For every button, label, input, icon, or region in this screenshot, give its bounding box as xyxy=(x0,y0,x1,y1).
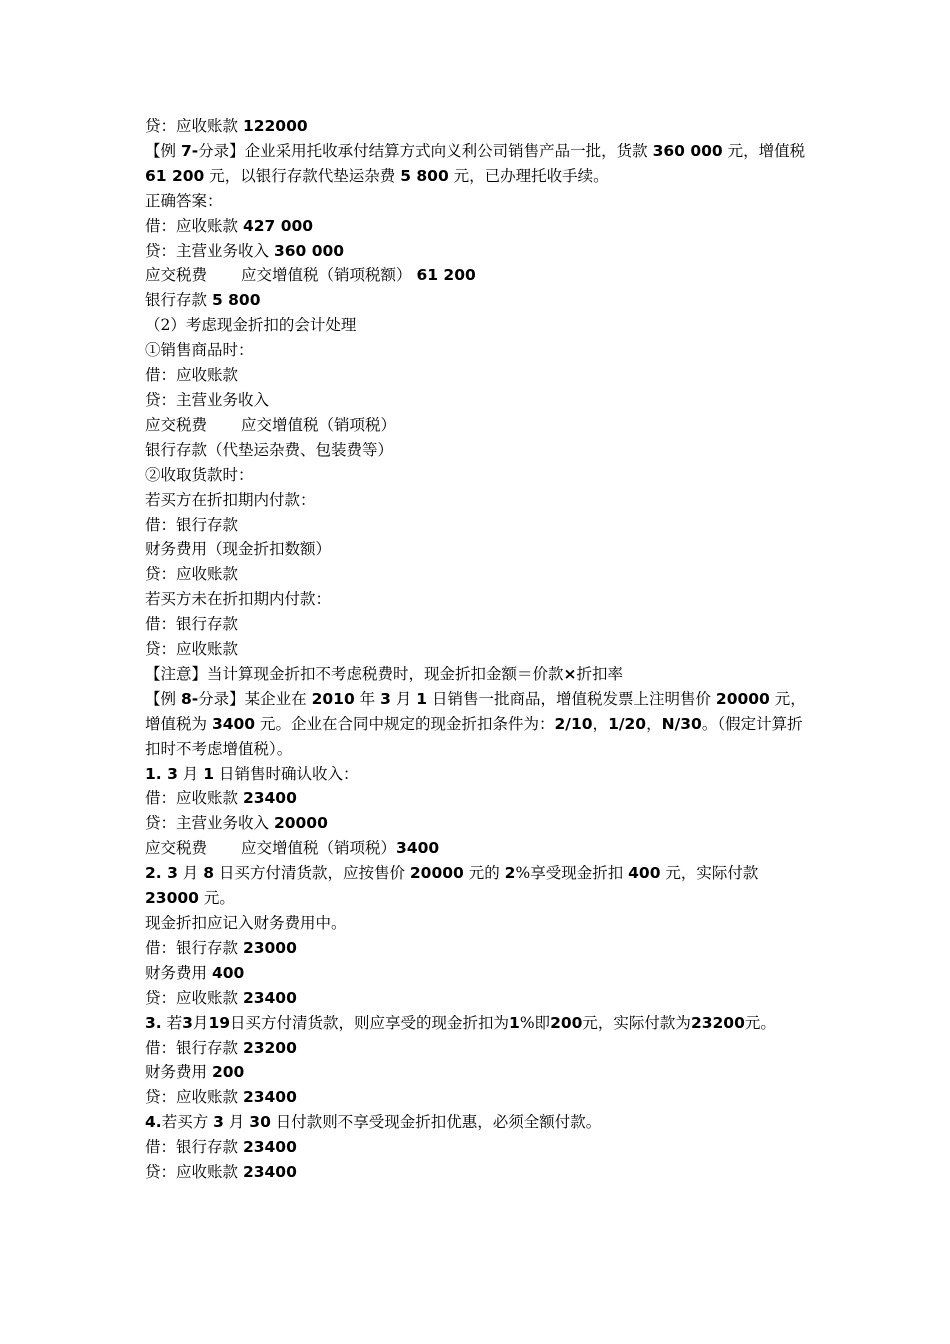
text-run: 若 xyxy=(161,1013,183,1032)
text-run: 月 xyxy=(177,764,204,783)
bold-value: 5 800 xyxy=(211,291,261,310)
text-run: ， xyxy=(592,714,609,733)
text-line xyxy=(145,438,810,463)
bold-value: 400 xyxy=(211,963,245,982)
bold-value: 360 000 xyxy=(273,241,345,260)
text-line xyxy=(145,911,810,936)
text-line xyxy=(145,139,810,189)
text-run: 借：银行存款 xyxy=(145,615,239,634)
text-run: 贷：应收账款 xyxy=(145,565,239,584)
text-line xyxy=(145,1011,810,1036)
bold-value: × xyxy=(563,664,577,683)
text-run: 贷：应收账款 xyxy=(145,1088,243,1107)
text-run: 若买方 xyxy=(161,1113,214,1132)
text-line xyxy=(145,587,810,612)
text-run: 借：银行存款 xyxy=(145,515,239,534)
text-line xyxy=(145,537,810,562)
text-run: 正确答案： xyxy=(145,191,223,210)
text-line xyxy=(145,786,810,811)
text-line xyxy=(145,986,810,1011)
text-run: 。（假定计算折扣时不考虑增值税）。 xyxy=(145,714,803,758)
text-line xyxy=(145,239,810,264)
bold-value: 1 xyxy=(416,689,428,708)
text-line xyxy=(145,1110,810,1135)
text-line xyxy=(145,936,810,961)
text-line xyxy=(145,363,810,388)
text-run: 借：应收账款 xyxy=(145,789,243,808)
text-run: 分录】某企业在 xyxy=(198,689,312,708)
text-line xyxy=(145,1160,810,1185)
bold-value: 5 800 xyxy=(400,166,449,185)
text-line xyxy=(145,288,810,313)
text-run: 元。 xyxy=(198,889,235,908)
text-line xyxy=(145,388,810,413)
bold-value: 20000 xyxy=(273,814,328,833)
bold-value: 4. xyxy=(145,1113,162,1132)
text-run: 若买方在折扣期内付款： xyxy=(145,490,316,509)
text-line xyxy=(145,1085,810,1110)
text-run: 银行存款 xyxy=(145,291,212,310)
bold-value: 23400 xyxy=(242,1138,297,1157)
bold-value: 2. 3 xyxy=(145,864,178,883)
text-run: 月 xyxy=(177,864,204,883)
text-run: 元。 xyxy=(744,1013,776,1032)
bold-value: 19 xyxy=(208,1013,231,1032)
text-run: 财务费用 xyxy=(145,1063,212,1082)
text-run: （2）考虑现金折扣的会计处理 xyxy=(145,316,357,335)
bold-value: 200 xyxy=(211,1063,245,1082)
text-line xyxy=(145,488,810,513)
text-line xyxy=(145,961,810,986)
bold-value: 3. xyxy=(145,1013,162,1032)
bold-value: 1/20 xyxy=(608,714,647,733)
bold-value: 427 000 xyxy=(242,216,314,235)
text-line xyxy=(145,413,810,438)
text-run: 折扣率 xyxy=(576,664,624,683)
text-line xyxy=(145,1036,810,1061)
text-run: %即 xyxy=(519,1013,551,1032)
text-run: 借：应收账款 xyxy=(145,366,239,385)
text-line xyxy=(145,1135,810,1160)
bold-value: 20000 xyxy=(715,689,770,708)
text-line xyxy=(145,263,810,288)
bold-value: 2/10 xyxy=(554,714,593,733)
text-run: 日销售一批商品，增值税发票上注明售价 xyxy=(427,689,716,708)
bold-value: 3400 xyxy=(211,714,256,733)
text-line xyxy=(145,313,810,338)
text-run: 【注意】当计算现金折扣不考虑税费时，现金折扣金额＝价款 xyxy=(145,664,564,683)
text-line xyxy=(145,1060,810,1085)
bold-value: 3 xyxy=(213,1113,224,1132)
text-run: 元，已办理托收手续。 xyxy=(448,166,609,185)
text-run: 【例 xyxy=(145,141,181,160)
text-run: 贷：应收账款 xyxy=(145,640,239,659)
text-line xyxy=(145,861,810,911)
text-run: 贷：应收账款 xyxy=(145,988,243,1007)
text-run: 元。企业在合同中规定的现金折扣条件为： xyxy=(255,714,555,733)
text-run: 若买方未在折扣期内付款： xyxy=(145,590,332,609)
bold-value: 122000 xyxy=(242,117,308,135)
bold-value: 23400 xyxy=(242,1163,297,1182)
text-run: 借：银行存款 xyxy=(145,1038,243,1057)
text-line xyxy=(145,562,810,587)
text-run: 银行存款（代垫运杂费、包装费等） xyxy=(145,440,394,459)
text-run: 月 xyxy=(390,689,417,708)
bold-value: 61 200 xyxy=(416,266,476,285)
bold-value: 61 200 xyxy=(145,166,205,185)
bold-value: 7- xyxy=(180,141,199,160)
document-body xyxy=(145,114,810,1185)
text-line xyxy=(145,762,810,787)
text-run: 元，增值税为 xyxy=(145,689,806,733)
text-line xyxy=(145,189,810,214)
text-line xyxy=(145,811,810,836)
text-run: 日买方付清货款，则应享受的现金折扣为 xyxy=(230,1013,510,1032)
text-run: 日买方付清货款，应按售价 xyxy=(214,864,410,883)
bold-value: 2010 xyxy=(311,689,355,708)
text-line xyxy=(145,637,810,662)
text-line xyxy=(145,338,810,363)
bold-value: 3 xyxy=(380,689,391,708)
text-run: 元，增值税 xyxy=(722,141,806,160)
text-run: 现金折扣应记入财务费用中。 xyxy=(145,914,347,932)
bold-value: 1 xyxy=(203,764,215,783)
text-run: 借：应收账款 xyxy=(145,216,243,235)
bold-value: 3400 xyxy=(396,839,440,858)
text-run: ①销售商品时： xyxy=(145,341,254,360)
text-run: 月 xyxy=(192,1013,209,1032)
text-run: 贷：主营业务收入 xyxy=(145,390,270,409)
bold-value: 23000 xyxy=(242,938,297,957)
text-run: ②收取货款时： xyxy=(145,465,254,484)
bold-value: 23400 xyxy=(242,1088,297,1107)
text-run: 【例 xyxy=(145,689,181,708)
bold-value: 1 xyxy=(509,1013,520,1032)
text-line xyxy=(145,513,810,538)
text-run: 应交增值税（销项税） xyxy=(241,839,397,858)
text-run: 借：银行存款 xyxy=(145,938,243,957)
bold-value: 1. 3 xyxy=(145,764,178,783)
bold-value: 3 xyxy=(182,1013,193,1032)
text-line xyxy=(145,687,810,762)
text-run: 贷：主营业务收入 xyxy=(145,814,274,833)
bold-value: 23400 xyxy=(242,988,297,1007)
text-run: 分录】企业采用托收承付结算方式向义利公司销售产品一批，货款 xyxy=(198,141,653,160)
text-run: 贷：应收账款 xyxy=(145,117,243,135)
text-run: 日销售时确认收入： xyxy=(214,764,359,783)
text-run: ， xyxy=(646,714,662,733)
text-run: 年 xyxy=(354,689,381,708)
bold-value: 360 000 xyxy=(652,141,723,160)
text-run: 应交增值税（销项税额） xyxy=(241,266,417,285)
text-line xyxy=(145,114,810,139)
text-run: 日付款则不享受现金折扣优惠，必须全额付款。 xyxy=(270,1113,602,1132)
bold-value: 23400 xyxy=(242,789,297,808)
bold-value: 2 xyxy=(504,864,516,883)
text-line xyxy=(145,463,810,488)
text-run: 财务费用 xyxy=(145,963,212,982)
text-run: 贷：应收账款 xyxy=(145,1163,243,1182)
text-line xyxy=(145,662,810,687)
bold-value: 23000 xyxy=(145,889,199,908)
text-run: 元，以银行存款代垫运杂费 xyxy=(204,166,401,185)
text-run: 月 xyxy=(223,1113,250,1132)
text-run: 元，实际付款为 xyxy=(582,1013,691,1032)
text-run: 应交税费 xyxy=(145,266,208,285)
bold-value: 23200 xyxy=(690,1013,745,1032)
text-run: 元的 xyxy=(463,864,505,883)
text-line xyxy=(145,836,810,861)
bold-value: 23200 xyxy=(242,1038,297,1057)
text-run: 元，实际付款 xyxy=(660,864,759,883)
text-run: 财务费用（现金折扣数额） xyxy=(145,540,332,559)
text-run: 贷：主营业务收入 xyxy=(145,241,274,260)
text-run: 应交税费 xyxy=(145,415,208,434)
bold-value: N/30 xyxy=(661,714,702,733)
bold-value: 400 xyxy=(628,864,661,883)
text-run: %享受现金折扣 xyxy=(515,864,629,883)
text-run: 应交税费 xyxy=(145,839,208,858)
text-line xyxy=(145,214,810,239)
bold-value: 200 xyxy=(550,1013,583,1032)
bold-value: 8- xyxy=(180,689,199,708)
text-line xyxy=(145,612,810,637)
text-run: 借：银行存款 xyxy=(145,1138,243,1157)
bold-value: 30 xyxy=(249,1113,271,1132)
bold-value: 8 xyxy=(203,864,215,883)
bold-value: 20000 xyxy=(409,864,464,883)
text-run: 应交增值税（销项税） xyxy=(241,415,397,434)
